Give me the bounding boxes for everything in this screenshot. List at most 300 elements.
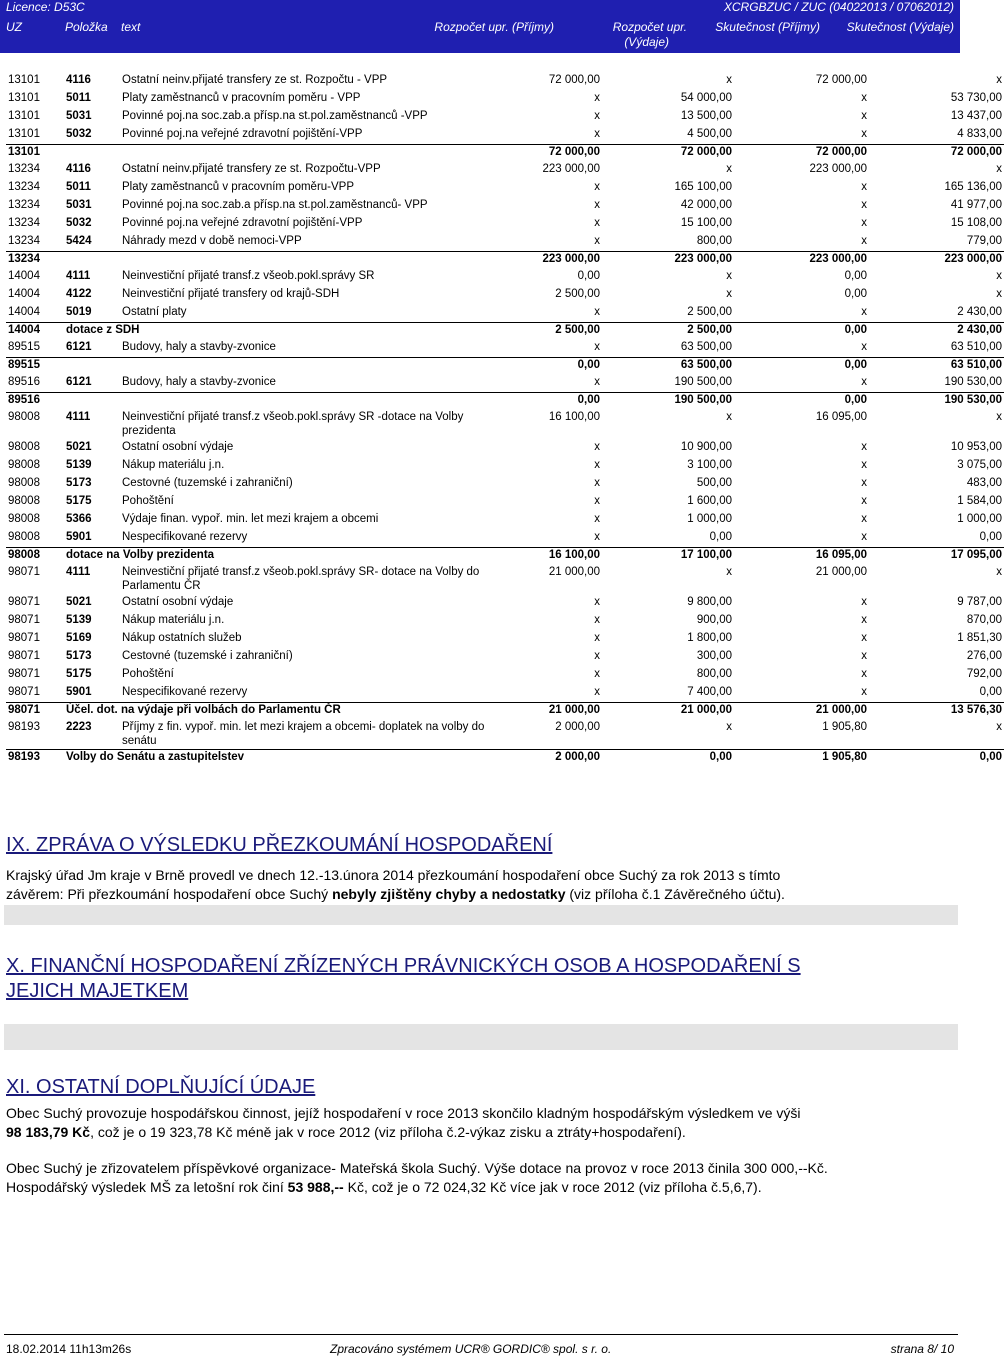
cell-polozka: 5032 — [66, 128, 92, 140]
cell-subtotal-label — [64, 145, 490, 162]
cell-uz: 98008 — [8, 459, 40, 471]
cell-uz: 14004 — [8, 306, 40, 318]
cell-budget-expense: x — [726, 270, 732, 282]
cell-uz: 13101 — [8, 110, 40, 122]
cell-budget-expense: x — [726, 721, 732, 733]
section-xi-text-2: 98 183,79 Kč, což je o 19 323,78 Kč méně jak v roce 2012 (viz příloha č.2-výkaz zisku a ztráty+hospodaření). — [6, 1124, 686, 1140]
cell-subtotal-label — [64, 393, 490, 410]
cell-uz: 89515 — [8, 341, 40, 353]
cell-budget-income: x — [594, 596, 600, 608]
budget-table — [6, 72, 1004, 766]
cell-uz: 98008 — [8, 477, 40, 489]
cell-uz: 13234 — [8, 217, 40, 229]
cell-budget-expense: 500,00 — [696, 477, 732, 489]
cell-actual-income: 16 095,00 — [734, 548, 869, 565]
footer-date: 18.02.2014 11h13m26s — [6, 1342, 132, 1356]
table-row — [6, 564, 1004, 594]
cell-uz: 98071 — [8, 632, 40, 644]
table-row — [6, 304, 1004, 323]
cell-subtotal-label: dotace z SDH — [64, 323, 490, 340]
col-header-actual-income: Skutečnost (Příjmy) — [715, 20, 820, 34]
cell-polozka: 5019 — [66, 306, 92, 318]
cell-subtotal-label: Účel. dot. na výdaje při volbách do Parlamentu ČR — [64, 703, 490, 720]
cell-budget-income: x — [594, 235, 600, 247]
cell-polozka: 5175 — [66, 495, 92, 507]
cell-actual-income: x — [861, 477, 867, 489]
cell-uz: 13101 — [8, 128, 40, 140]
footer-divider — [4, 1334, 958, 1335]
cell-actual-income: x — [861, 235, 867, 247]
cell-actual-expense: 2 430,00 — [869, 323, 1004, 340]
cell-polozka: 5021 — [66, 441, 92, 453]
cell-budget-income: x — [594, 92, 600, 104]
cell-budget-income: 16 100,00 — [548, 411, 600, 423]
cell-budget-expense: 165 100,00 — [674, 181, 732, 193]
cell-text: Neinvestiční přijaté transf.z všeob.pokl.správy SR- dotace na Volby do Parlamentu ČR — [122, 566, 480, 592]
cell-polozka: 5031 — [66, 199, 92, 211]
cell-budget-expense: 2 500,00 — [602, 323, 734, 340]
cell-polozka: 5011 — [66, 181, 91, 193]
cell-text: Výdaje finan. vypoř. min. let mezi krajem a obcemi — [122, 513, 379, 525]
cell-actual-expense: 9 787,00 — [957, 596, 1002, 608]
table-row — [6, 108, 1004, 126]
cell-budget-expense: 1 000,00 — [687, 513, 732, 525]
cell-budget-expense: 190 500,00 — [602, 393, 734, 410]
cell-polozka: 4116 — [66, 163, 91, 175]
cell-uz: 89515 — [6, 358, 64, 375]
cell-budget-income: 72 000,00 — [548, 74, 600, 86]
table-row — [6, 529, 1004, 548]
cell-budget-expense: 72 000,00 — [602, 145, 734, 162]
section-ix-text-2: závěrem: Při přezkoumání hospodaření obce Suchý nebyly zjištěny chyby a nedostatky (viz příloha č.1 Závěrečného účtu). — [6, 886, 785, 902]
cell-text: Ostatní platy — [122, 306, 187, 318]
col-header-budget-expense: Rozpočet upr. (Výdaje) — [612, 20, 687, 49]
cell-polozka: 6121 — [66, 376, 92, 388]
cell-budget-income: 2 000,00 — [490, 750, 602, 767]
cell-uz: 98008 — [8, 495, 40, 507]
cell-text: Neinvestiční přijaté transfery od krajů-SDH — [122, 288, 340, 300]
cell-budget-income: x — [594, 668, 600, 680]
cell-polozka: 5169 — [66, 632, 92, 644]
cell-uz: 14004 — [8, 288, 40, 300]
cell-polozka: 5901 — [66, 531, 92, 543]
cell-budget-income: x — [594, 614, 600, 626]
cell-budget-expense: 10 900,00 — [680, 441, 732, 453]
cell-uz: 98071 — [8, 614, 40, 626]
cell-actual-expense: 1 000,00 — [957, 513, 1002, 525]
cell-actual-expense: 2 430,00 — [957, 306, 1002, 318]
table-row — [6, 197, 1004, 215]
cell-actual-expense: 15 108,00 — [950, 217, 1002, 229]
cell-text: Nákup materiálu j.n. — [122, 614, 225, 626]
table-row — [6, 72, 1004, 90]
cell-budget-income: 223 000,00 — [490, 252, 602, 269]
cell-budget-income: 0,00 — [577, 270, 600, 282]
cell-actual-income: 21 000,00 — [815, 566, 867, 578]
licence-label: Licence: D53C — [6, 0, 85, 14]
table-row — [6, 233, 1004, 252]
cell-actual-income: x — [861, 495, 867, 507]
cell-actual-expense: 63 510,00 — [869, 358, 1004, 375]
separator-bar — [4, 1024, 958, 1050]
section-xi-title: XI. OSTATNÍ DOPLŇUJÍCÍ ÚDAJE — [6, 1076, 316, 1098]
cell-budget-expense: 300,00 — [696, 650, 732, 662]
cell-actual-income: 16 095,00 — [815, 411, 867, 423]
cell-actual-income: x — [861, 596, 867, 608]
cell-actual-expense: 792,00 — [966, 668, 1002, 680]
cell-actual-expense: 41 977,00 — [950, 199, 1002, 211]
cell-budget-income: 16 100,00 — [490, 548, 602, 565]
cell-budget-income: x — [594, 199, 600, 211]
cell-actual-expense: x — [996, 566, 1002, 578]
table-row — [6, 439, 1004, 457]
cell-text: Budovy, haly a stavby-zvonice — [122, 376, 276, 388]
cell-uz: 98008 — [8, 441, 40, 453]
cell-budget-income: x — [594, 686, 600, 698]
cell-actual-income: x — [861, 614, 867, 626]
table-row — [6, 215, 1004, 233]
cell-budget-expense: 63 500,00 — [680, 341, 732, 353]
cell-actual-income: x — [861, 632, 867, 644]
cell-actual-income: x — [861, 376, 867, 388]
cell-actual-income: 223 000,00 — [734, 252, 869, 269]
cell-uz: 98071 — [8, 650, 40, 662]
cell-budget-expense: 42 000,00 — [680, 199, 732, 211]
cell-budget-income: x — [594, 495, 600, 507]
cell-polozka: 4116 — [66, 74, 91, 86]
cell-budget-expense: 900,00 — [696, 614, 732, 626]
section-x-title: X. FINANČNÍ HOSPODAŘENÍ ZŘÍZENÝCH PRÁVNICKÝCH OSOB A HOSPODAŘENÍ S JEJICH MAJETKEM — [6, 955, 801, 1002]
cell-uz: 98193 — [8, 721, 40, 733]
cell-uz: 98071 — [8, 668, 40, 680]
cell-budget-expense: x — [726, 74, 732, 86]
cell-budget-income: x — [594, 632, 600, 644]
cell-budget-income: x — [594, 217, 600, 229]
subtotal-row — [6, 750, 1004, 767]
cell-actual-expense: 3 075,00 — [957, 459, 1002, 471]
cell-uz: 13101 — [8, 74, 40, 86]
cell-budget-expense: 1 800,00 — [687, 632, 732, 644]
cell-actual-income: 72 000,00 — [815, 74, 867, 86]
col-header-text: text — [121, 20, 141, 34]
cell-actual-expense: 779,00 — [966, 235, 1002, 247]
cell-actual-expense: 17 095,00 — [869, 548, 1004, 565]
cell-polozka: 5173 — [66, 650, 92, 662]
cell-polozka: 4111 — [66, 566, 91, 578]
cell-subtotal-label: dotace na Volby prezidenta — [64, 548, 490, 565]
cell-budget-income: x — [594, 513, 600, 525]
subtotal-row — [6, 393, 1004, 410]
cell-text: Neinvestiční přijaté transf.z všeob.pokl.správy SR — [122, 270, 375, 282]
cell-actual-income: x — [861, 459, 867, 471]
cell-uz: 13234 — [6, 252, 64, 269]
cell-actual-income: 0,00 — [734, 358, 869, 375]
cell-polozka: 6121 — [66, 341, 92, 353]
table-row — [6, 268, 1004, 286]
table-row — [6, 339, 1004, 358]
cell-actual-expense: 10 953,00 — [950, 441, 1002, 453]
cell-uz: 13234 — [8, 235, 40, 247]
cell-uz: 14004 — [6, 323, 64, 340]
subtotal-row — [6, 358, 1004, 375]
cell-budget-expense: 0,00 — [602, 750, 734, 767]
cell-polozka: 5011 — [66, 92, 91, 104]
cell-text: Povinné poj.na soc.zab.a přísp.na st.pol.zaměstnanců -VPP — [122, 110, 428, 122]
cell-budget-expense: x — [726, 163, 732, 175]
footer-page: strana 8/ 10 — [890, 1342, 954, 1356]
cell-text: Povinné poj.na veřejné zdravotní pojištění-VPP — [122, 217, 363, 229]
cell-budget-expense: x — [726, 411, 732, 423]
cell-text: Neinvestiční přijaté transf.z všeob.pokl.správy SR -dotace na Volby prezidenta — [122, 411, 464, 437]
table-row — [6, 90, 1004, 108]
cell-budget-income: x — [594, 650, 600, 662]
cell-budget-income: x — [594, 477, 600, 489]
cell-budget-income: 0,00 — [490, 358, 602, 375]
cell-budget-income: x — [594, 128, 600, 140]
cell-actual-income: x — [861, 306, 867, 318]
cell-text: Nespecifikované rezervy — [122, 686, 248, 698]
cell-actual-income: 0,00 — [844, 270, 867, 282]
table-row — [6, 666, 1004, 684]
cell-subtotal-label — [64, 252, 490, 269]
cell-actual-expense: x — [996, 721, 1002, 733]
cell-actual-expense: 13 437,00 — [950, 110, 1002, 122]
table-row — [6, 374, 1004, 393]
cell-budget-expense: 9 800,00 — [687, 596, 732, 608]
cell-budget-income: 21 000,00 — [548, 566, 600, 578]
cell-uz: 98008 — [8, 411, 40, 423]
cell-actual-expense: 53 730,00 — [950, 92, 1002, 104]
cell-budget-expense: 4 500,00 — [687, 128, 732, 140]
cell-budget-income: 2 000,00 — [555, 721, 600, 733]
cell-budget-income: x — [594, 376, 600, 388]
cell-text: Platy zaměstnanců v pracovním poměru-VPP — [122, 181, 355, 193]
cell-actual-income: x — [861, 513, 867, 525]
cell-actual-expense: 13 576,30 — [869, 703, 1004, 720]
cell-text: Náhrady mezd v době nemoci-VPP — [122, 235, 302, 247]
cell-actual-income: x — [861, 110, 867, 122]
cell-budget-income: 223 000,00 — [542, 163, 600, 175]
report-code: XCRGBZUC / ZUC (04022013 / 07062012) — [723, 0, 954, 14]
cell-budget-income: x — [594, 181, 600, 193]
cell-uz: 89516 — [6, 393, 64, 410]
cell-actual-income: x — [861, 128, 867, 140]
cell-polozka: 4111 — [66, 270, 91, 282]
cell-actual-income: x — [861, 199, 867, 211]
cell-actual-expense: 870,00 — [966, 614, 1002, 626]
cell-actual-expense: x — [996, 74, 1002, 86]
cell-uz: 98071 — [6, 703, 64, 720]
cell-actual-income: 0,00 — [844, 288, 867, 300]
col-header-budget-income: Rozpočet upr. (Příjmy) — [434, 20, 554, 34]
cell-uz: 98071 — [8, 566, 40, 578]
section-ix-title: IX. ZPRÁVA O VÝSLEDKU PŘEZKOUMÁNÍ HOSPODAŘENÍ — [6, 834, 553, 856]
cell-text: Nákup materiálu j.n. — [122, 459, 225, 471]
cell-text: Povinné poj.na soc.zab.a přísp.na st.pol.zaměstnanců- VPP — [122, 199, 428, 211]
cell-budget-income: x — [594, 441, 600, 453]
cell-actual-income: 21 000,00 — [734, 703, 869, 720]
table-row — [6, 493, 1004, 511]
cell-subtotal-label: Volby do Senátu a zastupitelstev — [64, 750, 490, 767]
cell-text: Příjmy z fin. vypoř. min. let mezi krajem a obcemi- doplatek na volby do senátu — [122, 721, 485, 747]
subtotal-row — [6, 252, 1004, 269]
section-ix-text-1: Krajský úřad Jm kraje v Brně provedl ve dnech 12.-13.února 2014 přezkoumání hospodaření obce Suchý za rok 2013 s tímto — [6, 867, 781, 883]
cell-budget-expense: 2 500,00 — [687, 306, 732, 318]
cell-actual-income: 72 000,00 — [734, 145, 869, 162]
cell-actual-expense: 0,00 — [869, 750, 1004, 767]
cell-actual-expense: 0,00 — [979, 686, 1002, 698]
cell-actual-income: x — [861, 217, 867, 229]
cell-budget-income: 0,00 — [490, 393, 602, 410]
cell-actual-expense: 1 851,30 — [957, 632, 1002, 644]
subtotal-row — [6, 145, 1004, 162]
table-row — [6, 630, 1004, 648]
cell-budget-expense: 3 100,00 — [687, 459, 732, 471]
cell-actual-income: 1 905,80 — [822, 721, 867, 733]
cell-polozka: 5139 — [66, 459, 92, 471]
cell-budget-expense: x — [726, 288, 732, 300]
cell-polozka: 5173 — [66, 477, 92, 489]
section-xi-text-4: Hospodářský výsledek MŠ za letošní rok činí 53 988,-- Kč, což je o 72 024,32 Kč více jak v roce 2012 (viz příloha č.5,6,7). — [6, 1179, 762, 1195]
cell-actual-income: 0,00 — [734, 323, 869, 340]
table-row — [6, 511, 1004, 529]
cell-uz: 98008 — [8, 513, 40, 525]
table-row — [6, 409, 1004, 439]
cell-actual-expense: 0,00 — [979, 531, 1002, 543]
cell-actual-income: x — [861, 531, 867, 543]
table-row — [6, 719, 1004, 750]
cell-actual-expense: x — [996, 163, 1002, 175]
cell-budget-expense: 17 100,00 — [602, 548, 734, 565]
cell-uz: 98193 — [6, 750, 64, 767]
table-row — [6, 612, 1004, 630]
cell-budget-income: 2 500,00 — [490, 323, 602, 340]
table-row — [6, 684, 1004, 703]
cell-uz: 89516 — [8, 376, 40, 388]
cell-uz: 13101 — [6, 145, 64, 162]
cell-budget-expense: 800,00 — [696, 668, 732, 680]
subtotal-row — [6, 703, 1004, 720]
cell-actual-expense: 223 000,00 — [869, 252, 1004, 269]
cell-actual-income: x — [861, 181, 867, 193]
subtotal-row — [6, 323, 1004, 340]
cell-budget-income: 72 000,00 — [490, 145, 602, 162]
cell-budget-income: 2 500,00 — [555, 288, 600, 300]
cell-text: Povinné poj.na veřejné zdravotní pojištění-VPP — [122, 128, 363, 140]
cell-text: Platy zaměstnanců v pracovním poměru - VPP — [122, 92, 361, 104]
cell-uz: 13234 — [8, 199, 40, 211]
cell-text: Budovy, haly a stavby-zvonice — [122, 341, 276, 353]
cell-budget-income: x — [594, 459, 600, 471]
cell-polozka: 5021 — [66, 596, 92, 608]
report-header-bar — [0, 0, 960, 53]
cell-budget-expense: 223 000,00 — [602, 252, 734, 269]
table-row — [6, 179, 1004, 197]
cell-actual-expense: x — [996, 411, 1002, 423]
table-row — [6, 457, 1004, 475]
cell-actual-expense: 165 136,00 — [944, 181, 1002, 193]
cell-actual-income: x — [861, 92, 867, 104]
cell-uz: 13101 — [8, 92, 40, 104]
cell-budget-expense: 1 600,00 — [687, 495, 732, 507]
cell-text: Ostatní neinv.přijaté transfery ze st. Rozpočtu-VPP — [122, 163, 381, 175]
cell-polozka: 5366 — [66, 513, 92, 525]
cell-uz: 14004 — [8, 270, 40, 282]
cell-budget-expense: 7 400,00 — [687, 686, 732, 698]
cell-uz: 98071 — [8, 686, 40, 698]
cell-text: Nákup ostatních služeb — [122, 632, 242, 644]
cell-budget-expense: 63 500,00 — [602, 358, 734, 375]
table-row — [6, 126, 1004, 145]
cell-actual-income: x — [861, 668, 867, 680]
section-xi-text-3: Obec Suchý je zřizovatelem příspěvkové organizace- Mateřská škola Suchý. Výše dotace na provoz v roce 2013 činila 300 000,--Kč. — [6, 1160, 828, 1176]
cell-budget-expense: 21 000,00 — [602, 703, 734, 720]
cell-actual-income: x — [861, 341, 867, 353]
cell-subtotal-label — [64, 358, 490, 375]
table-row — [6, 594, 1004, 612]
cell-uz: 98071 — [8, 596, 40, 608]
cell-actual-income: 1 905,80 — [734, 750, 869, 767]
cell-budget-income: x — [594, 531, 600, 543]
cell-budget-expense: 0,00 — [709, 531, 732, 543]
table-row — [6, 648, 1004, 666]
cell-text: Cestovné (tuzemské i zahraniční) — [122, 477, 293, 489]
separator-bar — [4, 905, 958, 925]
cell-polozka: 5175 — [66, 668, 92, 680]
cell-text: Pohoštění — [122, 495, 174, 507]
cell-text: Ostatní osobní výdaje — [122, 596, 234, 608]
cell-budget-expense: 190 500,00 — [674, 376, 732, 388]
cell-actual-expense: x — [996, 270, 1002, 282]
cell-polozka: 2223 — [66, 721, 92, 733]
cell-actual-expense: 72 000,00 — [869, 145, 1004, 162]
cell-actual-expense: 63 510,00 — [950, 341, 1002, 353]
cell-polozka: 5424 — [66, 235, 92, 247]
cell-actual-income: 223 000,00 — [809, 163, 867, 175]
cell-text: Ostatní osobní výdaje — [122, 441, 234, 453]
cell-actual-expense: 190 530,00 — [944, 376, 1002, 388]
cell-actual-expense: 190 530,00 — [869, 393, 1004, 410]
table-row — [6, 161, 1004, 179]
cell-text: Ostatní neinv.přijaté transfery ze st. Rozpočtu - VPP — [122, 74, 388, 86]
cell-actual-expense: 276,00 — [966, 650, 1002, 662]
cell-polozka: 5031 — [66, 110, 92, 122]
cell-budget-income: x — [594, 341, 600, 353]
cell-actual-expense: x — [996, 288, 1002, 300]
cell-uz: 98008 — [8, 531, 40, 543]
cell-polozka: 4122 — [66, 288, 92, 300]
cell-text: Nespecifikované rezervy — [122, 531, 248, 543]
cell-polozka: 5901 — [66, 686, 92, 698]
cell-budget-income: x — [594, 306, 600, 318]
cell-text: Pohoštění — [122, 668, 174, 680]
table-row — [6, 286, 1004, 304]
subtotal-row — [6, 548, 1004, 565]
cell-actual-income: 0,00 — [734, 393, 869, 410]
cell-text: Cestovné (tuzemské i zahraniční) — [122, 650, 293, 662]
cell-budget-income: x — [594, 110, 600, 122]
cell-polozka: 5032 — [66, 217, 92, 229]
cell-budget-expense: 800,00 — [696, 235, 732, 247]
cell-budget-expense: x — [726, 566, 732, 578]
cell-actual-expense: 1 584,00 — [957, 495, 1002, 507]
cell-uz: 13234 — [8, 163, 40, 175]
col-header-uz: UZ — [6, 20, 22, 34]
cell-actual-expense: 4 833,00 — [957, 128, 1002, 140]
cell-actual-income: x — [861, 686, 867, 698]
section-xi-text-1: Obec Suchý provozuje hospodářskou činnost, jejíž hospodaření v roce 2013 skončilo kladným hospodářským výsledkem ve výši — [6, 1105, 801, 1121]
cell-actual-income: x — [861, 441, 867, 453]
